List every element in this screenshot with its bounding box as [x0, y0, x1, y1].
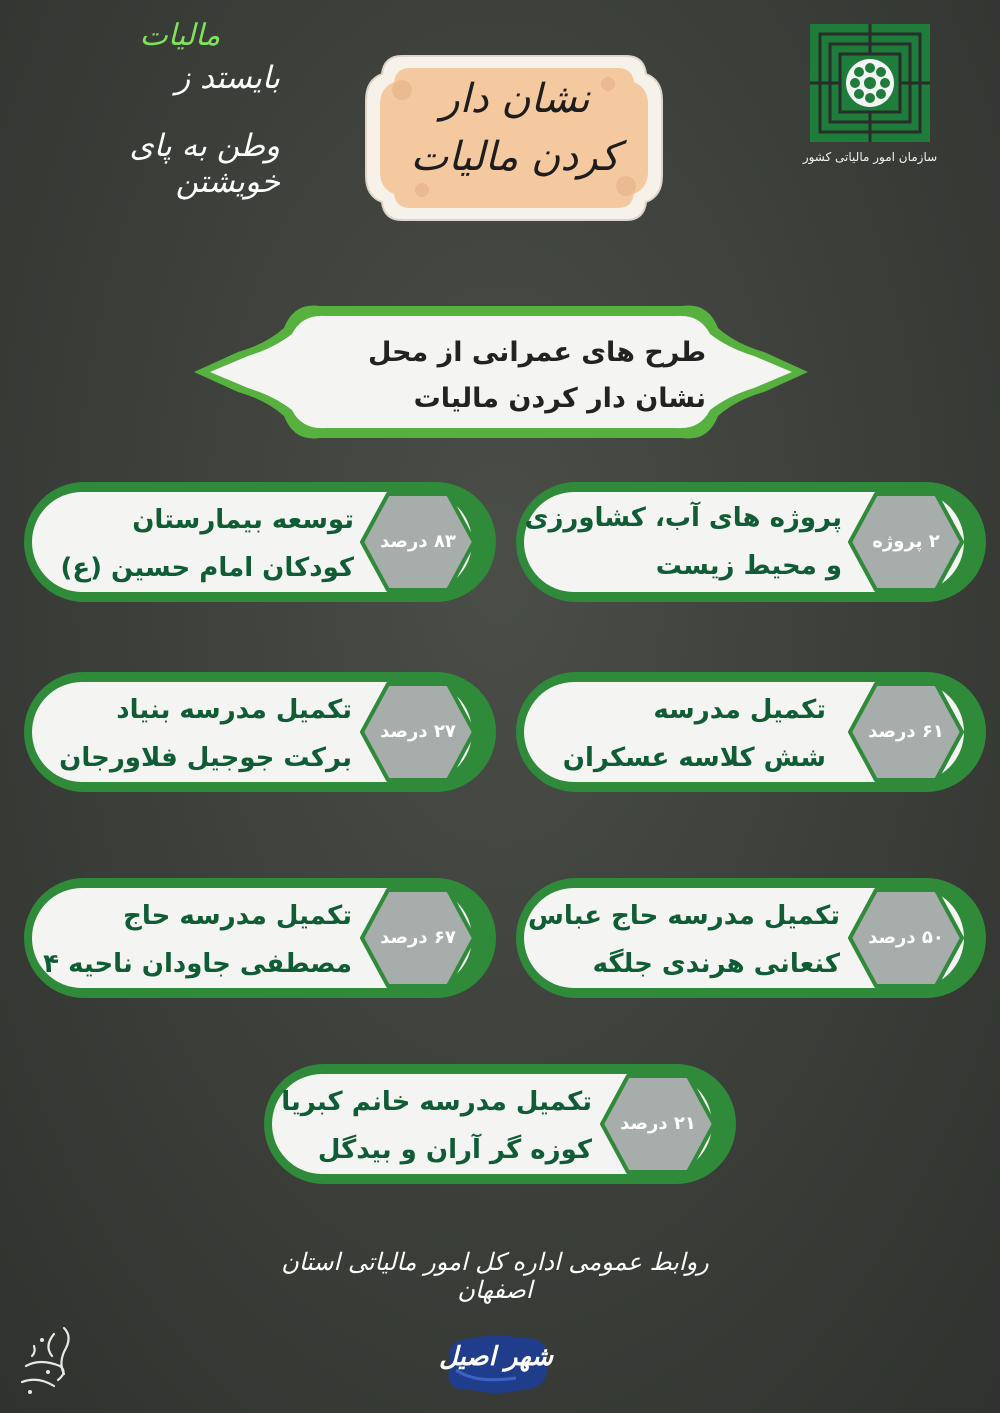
progress-value: ۸۳ درصد [380, 531, 456, 552]
progress-value: ۲۷ درصد [380, 721, 456, 742]
project-title [281, 1078, 592, 1174]
project-title-line-1: تکمیل مدرسه حاج عباس [528, 901, 840, 931]
project-title-line-2: برکت جوجیل فلاورجان [59, 743, 352, 773]
project-title [563, 686, 826, 782]
project-title-line-2: کنعانی هرندی جلگه [592, 949, 840, 979]
title-line-2: کردن مالیات [410, 134, 620, 180]
project-title [60, 496, 354, 592]
slogan-highlight: مالیات [139, 18, 221, 53]
shahr-asil-label: شهر اصیل [438, 1342, 553, 1372]
project-card [262, 1062, 738, 1186]
project-title [59, 686, 352, 782]
slogan-line-2: وطن به پای خویشتن [129, 128, 280, 200]
subtitle-line-2: نشان دار کردن مالیات [413, 383, 706, 414]
logo-caption: سازمان امور مالیاتی کشور [802, 150, 938, 164]
progress-value: ۵۰ درصد [868, 927, 944, 948]
title-calligraphy [400, 70, 630, 186]
tax-organization-logo [808, 22, 932, 144]
project-card [22, 480, 498, 604]
project-title-line-2: کوزه گر آران و بیدگل [317, 1135, 592, 1165]
project-title-line-1: تکمیل مدرسه حاج [123, 901, 352, 931]
project-title-line-2: مصطفی جاودان ناحیه ۴ [43, 949, 352, 979]
subtitle-line-1: طرح های عمرانی از محل [367, 337, 706, 368]
progress-value: ۲ پروژه [872, 531, 940, 552]
progress-value: ۶۷ درصد [380, 927, 456, 948]
project-title-line-1: پروژه های آب، کشاورزی [524, 503, 842, 533]
title-line-1: نشان دار [440, 76, 590, 122]
progress-value: ۶۱ درصد [868, 721, 944, 742]
project-title [525, 494, 842, 590]
project-card [514, 480, 988, 604]
project-title [43, 892, 352, 988]
project-title-line-1: تکمیل مدرسه بنیاد [116, 695, 352, 725]
project-title-line-1: تکمیل مدرسه خانم کبریا [281, 1087, 592, 1117]
project-title-line-1: تکمیل مدرسه [653, 695, 826, 725]
project-card [22, 670, 498, 794]
subtitle-text [260, 330, 706, 422]
project-title-line-2: و محیط زیست [655, 551, 842, 581]
slogan-line-1: بایستد ز [175, 60, 280, 96]
project-card [514, 670, 988, 794]
footer-credit: روابط عمومی اداره کل امور مالیاتی استان اصفهان [281, 1248, 709, 1304]
project-card [22, 876, 498, 1000]
project-title-line-2: کودکان امام حسین (ع) [60, 553, 354, 583]
calligraphy-signature [14, 1322, 78, 1398]
project-title [528, 892, 840, 988]
project-title-line-1: توسعه بیمارستان [132, 505, 354, 535]
project-card [514, 876, 988, 1000]
project-title-line-2: شش کلاسه عسکران [562, 743, 826, 773]
progress-value: ۲۱ درصد [620, 1113, 696, 1134]
